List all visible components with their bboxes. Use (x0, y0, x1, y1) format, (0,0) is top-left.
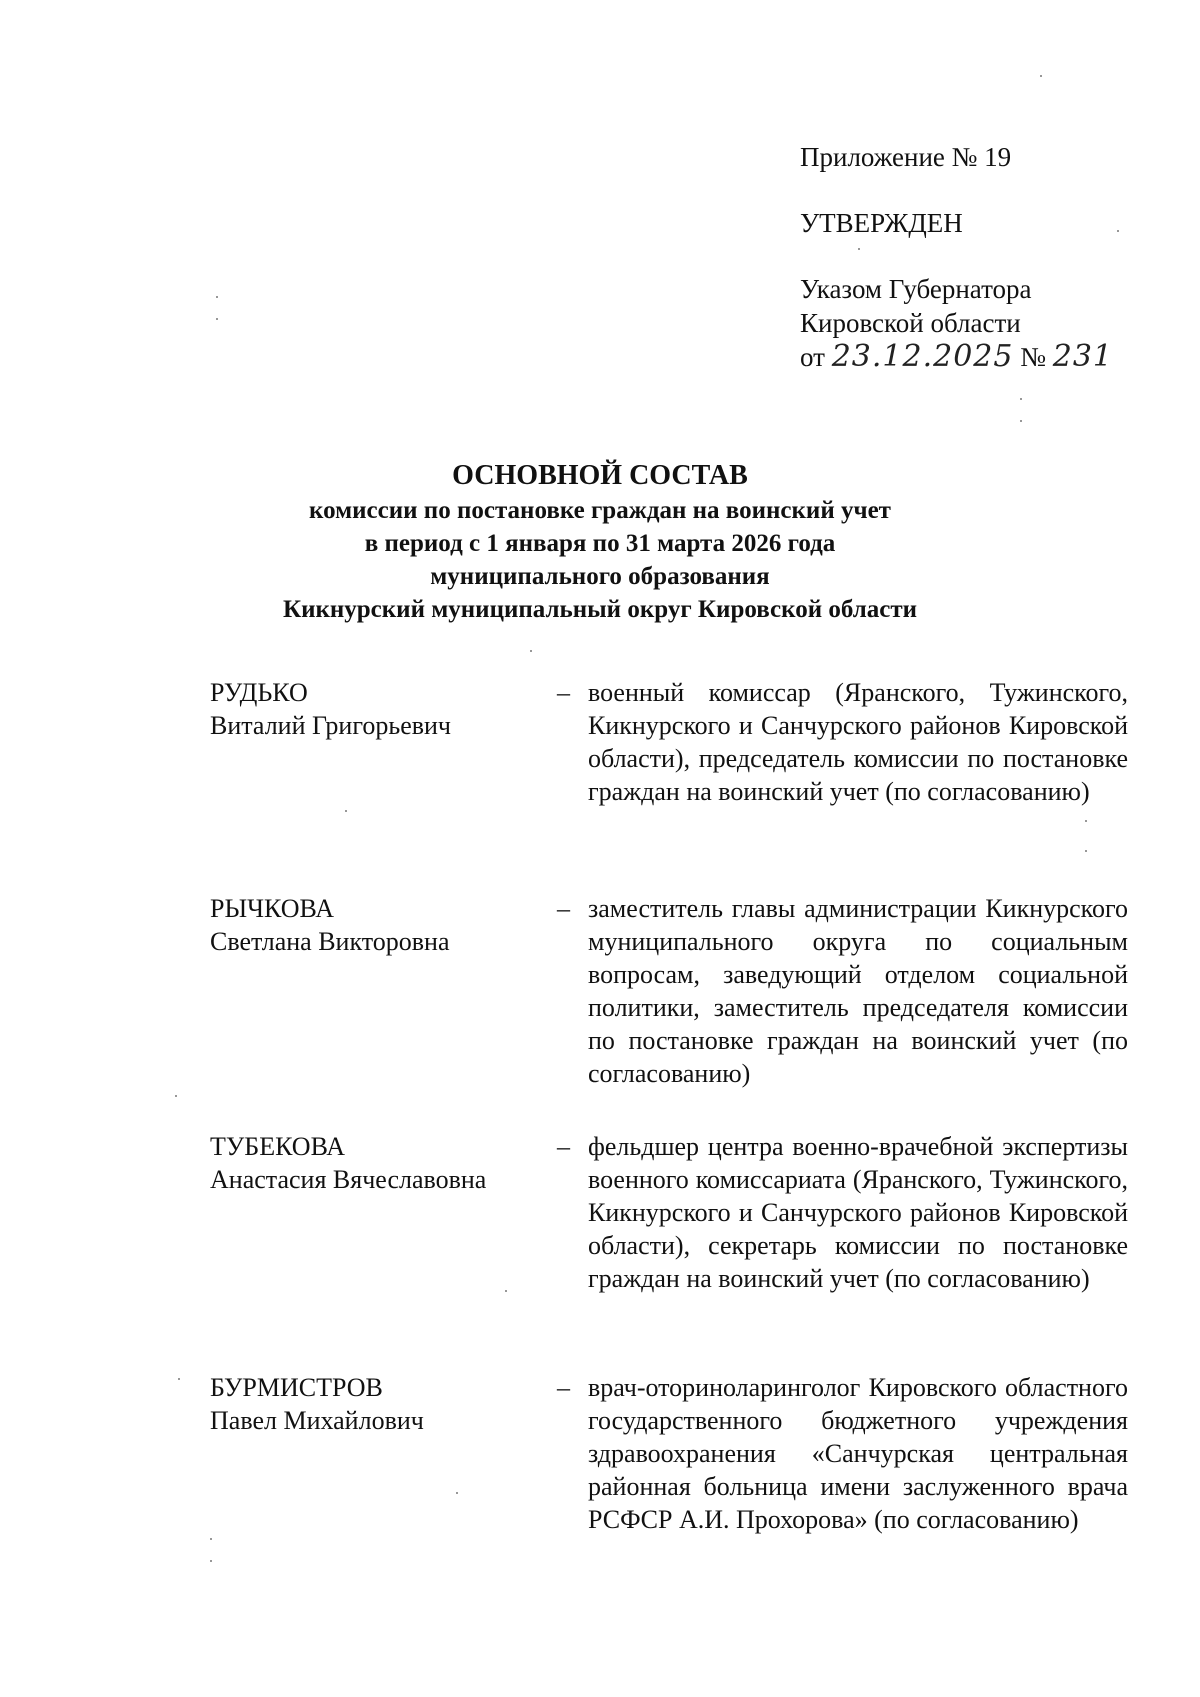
approved-by-line1: Указом Губернатора (800, 274, 1032, 304)
title-line-2: комиссии по постановке граждан на воинский учет (309, 497, 891, 524)
title-line-5: Кикнурский муниципальный округ Кировской области (282, 596, 918, 623)
scan-speck (1085, 820, 1087, 822)
date-prefix: от (800, 342, 825, 372)
approved-label: УТВЕРЖДЕН (800, 208, 963, 238)
scan-speck (1085, 850, 1087, 852)
dash-separator: – (557, 1132, 570, 1161)
dash-separator: – (557, 894, 570, 923)
dash-separator: – (557, 1373, 570, 1402)
document-title (150, 458, 1050, 626)
member-surname: БУРМИСТРОВ (210, 1373, 383, 1402)
scan-speck (178, 1378, 180, 1380)
appendix-number: Приложение № 19 (800, 142, 1012, 172)
member-name (210, 1130, 540, 1196)
scan-speck (345, 810, 347, 812)
member-role: заместитель главы администрации Кикнурского муниципального округа по социальным вопросам, заведующий отделом социальной политики, заместитель председателя комиссии по постановке граждан на воинский учет (по согласованию) (588, 894, 1128, 1088)
scan-speck (210, 1538, 212, 1540)
decree-date-line (800, 340, 1160, 374)
scan-speck (210, 1560, 212, 1562)
title-line-3: в период с 1 января по 31 марта 2026 года (364, 530, 836, 557)
member-role: врач-оториноларинголог Кировского областного государственного бюджетного учреждения здравоохранения «Санчурская центральная районная больница имени заслуженного врача РСФСР А.И. Прохорова» (по согласованию) (588, 1373, 1128, 1534)
scan-speck (530, 650, 532, 652)
handwritten-number: 231 (1052, 339, 1114, 374)
member-role: военный комиссар (Яранского, Тужинского, Кикнурского и Санчурского районов Кировской области), председатель комиссии по постановке граждан на воинский учет (по согласованию) (588, 678, 1128, 806)
member-given-names: Светлана Викторовна (210, 927, 450, 956)
scan-speck (216, 318, 218, 320)
member-name (210, 1371, 540, 1437)
appendix-block (800, 140, 1160, 374)
scan-speck (216, 296, 218, 298)
number-prefix: № (1020, 342, 1046, 372)
scan-speck (1117, 230, 1119, 232)
handwritten-date: 23.12.2025 (831, 339, 1014, 374)
member-given-names: Анастасия Вячеславовна (210, 1165, 487, 1194)
approved-by-line2: Кировской области (800, 308, 1021, 338)
scan-speck (505, 1290, 507, 1292)
title-main: ОСНОВНОЙ СОСТАВ (452, 460, 748, 491)
member-role: фельдшер центра военно-врачебной экспертизы военного комиссариата (Яранского, Тужинского, Кикнурского и Санчурского районов Кировской области), секретарь комиссии по постановке граждан на воинский учет (по согласованию) (588, 1132, 1128, 1293)
scan-speck (456, 1492, 458, 1494)
member-name (210, 676, 540, 742)
member-surname: РЫЧКОВА (210, 894, 334, 923)
scan-speck (175, 1095, 177, 1097)
scan-speck (858, 248, 860, 250)
member-given-names: Павел Михайлович (210, 1406, 424, 1435)
dash-separator: – (557, 678, 570, 707)
member-name (210, 892, 540, 958)
member-surname: РУДЬКО (210, 678, 308, 707)
scan-speck (1020, 398, 1022, 400)
member-surname: ТУБЕКОВА (210, 1132, 346, 1161)
title-line-4: муниципального образования (430, 563, 770, 590)
scan-speck (1040, 75, 1042, 77)
scan-speck (1020, 420, 1022, 422)
member-given-names: Виталий Григорьевич (210, 711, 451, 740)
